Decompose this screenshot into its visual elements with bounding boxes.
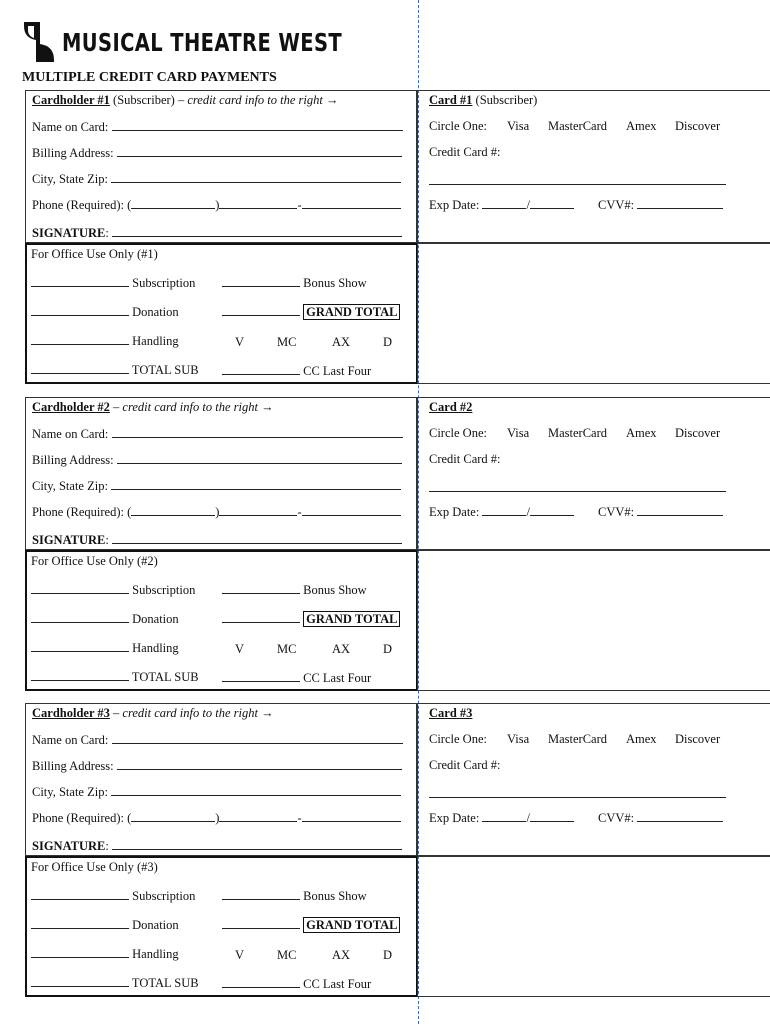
donation-label: Donation: [132, 918, 179, 932]
handling-field[interactable]: [31, 333, 129, 345]
bonus-show-field[interactable]: [222, 582, 300, 594]
city-state-zip-label: City, State Zip:: [32, 785, 108, 799]
office-use-label: For Office Use Only (#2): [31, 554, 158, 568]
grand-total-label: GRAND TOTAL: [303, 304, 400, 320]
credit-card-number-field[interactable]: [429, 173, 726, 185]
phone-label: Phone (Required): (: [32, 198, 132, 212]
card-type-visa[interactable]: Visa: [507, 732, 530, 746]
phone-prefix-field[interactable]: [219, 197, 297, 209]
card-title: Card #2: [429, 400, 473, 414]
subscription-field[interactable]: [31, 582, 129, 594]
bonus-show-field[interactable]: [222, 888, 300, 900]
signature-label: SIGNATURE: [32, 226, 106, 240]
subscription-label: Subscription: [132, 276, 196, 290]
grand-total-field[interactable]: [222, 304, 300, 316]
grand-total-field[interactable]: [222, 611, 300, 623]
cc-code-d[interactable]: D: [383, 948, 393, 962]
city-state-zip-label: City, State Zip:: [32, 479, 108, 493]
circle-one-label: Circle One:: [429, 119, 487, 133]
handling-row: [31, 946, 179, 962]
card-type-amex[interactable]: Amex: [626, 119, 657, 133]
cardholder-box: [25, 90, 417, 243]
credit-card-number-label: Credit Card #:: [429, 758, 501, 772]
exp-month-field[interactable]: [482, 197, 526, 209]
signature-field[interactable]: [112, 532, 402, 544]
card-heading: [429, 93, 537, 108]
cardholder-heading: [32, 706, 274, 721]
billing-address-field[interactable]: [117, 452, 402, 464]
donation-label: Donation: [132, 612, 179, 626]
phone-prefix-field[interactable]: [219, 810, 297, 822]
card-title: Card #1: [429, 93, 473, 107]
total-sub-label: TOTAL SUB: [131, 670, 199, 684]
phone-paren: ): [215, 198, 220, 212]
office-use-box: [25, 856, 418, 997]
exp-date-row: Exp Date: /: [429, 197, 574, 213]
cvv-row: [598, 810, 723, 826]
total-sub-label: TOTAL SUB: [131, 363, 199, 377]
phone-row: [32, 504, 401, 520]
cardholder-section-3: [25, 703, 770, 998]
office-use-box: [25, 550, 418, 691]
card-type-amex[interactable]: Amex: [626, 426, 657, 440]
cardholder-heading: [32, 400, 274, 415]
card-type-visa[interactable]: Visa: [507, 426, 530, 440]
phone-paren: ): [215, 505, 220, 519]
phone-area-field[interactable]: [131, 197, 215, 209]
cardholder-heading: [32, 93, 338, 108]
arrow-right-icon: →: [261, 400, 274, 414]
card-notes-box: [417, 856, 770, 997]
cc-code-v[interactable]: V: [235, 335, 245, 349]
card-type-discover[interactable]: Discover: [675, 119, 721, 133]
phone-line-field[interactable]: [302, 810, 401, 822]
billing-address-row: [32, 145, 402, 161]
card-notes-box: [417, 243, 770, 384]
billing-address-label: Billing Address:: [32, 146, 114, 160]
handling-field[interactable]: [31, 640, 129, 652]
cardholder-box: [25, 397, 417, 550]
exp-date-row: Exp Date: /: [429, 504, 574, 520]
cc-last-four-row: [222, 976, 371, 992]
name-on-card-label: Name on Card:: [32, 120, 109, 134]
exp-date-row: Exp Date: /: [429, 810, 574, 826]
card-box: [417, 397, 770, 550]
cvv-field[interactable]: [637, 810, 723, 822]
grand-total-row: [222, 917, 400, 933]
subscription-field[interactable]: [31, 275, 129, 287]
phone-area-field[interactable]: [131, 504, 215, 516]
total-sub-row: [31, 669, 199, 685]
cvv-field[interactable]: [637, 504, 723, 516]
name-on-card-label: Name on Card:: [32, 427, 109, 441]
phone-dash: -: [297, 198, 302, 212]
exp-date-label: Exp Date:: [429, 811, 480, 825]
subscription-row: [31, 582, 195, 598]
phone-label: Phone (Required): (: [32, 505, 132, 519]
exp-month-field[interactable]: [482, 810, 526, 822]
credit-card-number-row: [429, 786, 726, 802]
cc-last-four-row: [222, 670, 371, 686]
office-use-box: [25, 243, 418, 384]
billing-address-row: [32, 758, 402, 774]
signature-label: SIGNATURE: [32, 533, 106, 547]
cvv-label: CVV#:: [598, 811, 635, 825]
city-state-zip-row: [32, 478, 401, 494]
cc-code-ax[interactable]: AX: [332, 642, 351, 656]
bonus-show-field[interactable]: [222, 275, 300, 287]
office-use-label: For Office Use Only (#1): [31, 247, 158, 261]
cardholder-box: [25, 703, 417, 856]
handling-field[interactable]: [31, 946, 129, 958]
donation-row: [31, 917, 179, 933]
cvv-label: CVV#:: [598, 505, 635, 519]
cardholder-note: (Subscriber) –: [109, 93, 188, 107]
bonus-show-label: Bonus Show: [303, 889, 367, 903]
signature-field[interactable]: [112, 225, 402, 237]
card-notes-box: [417, 550, 770, 691]
grand-total-row: [222, 611, 400, 627]
card-box: [417, 90, 770, 243]
phone-paren: ): [215, 811, 220, 825]
arrow-right-icon: →: [261, 706, 274, 720]
billing-address-field[interactable]: [117, 758, 402, 770]
signature-row: SIGNATURE:: [32, 838, 402, 854]
cvv-field[interactable]: [637, 197, 723, 209]
bonus-show-row: [222, 275, 367, 291]
circle-one-label: Circle One:: [429, 732, 487, 746]
bonus-show-row: [222, 582, 367, 598]
cc-last-four-label: CC Last Four: [303, 977, 372, 991]
cc-last-four-row: [222, 363, 371, 379]
name-on-card-row: [32, 426, 403, 442]
circle-one-label: Circle One:: [429, 426, 487, 440]
city-state-zip-field[interactable]: [111, 171, 401, 183]
arrow-right-icon: →: [325, 93, 339, 107]
cardholder-title: Cardholder #1: [32, 93, 110, 107]
cardholder-italic: credit card info to the right: [122, 706, 258, 720]
name-on-card-field[interactable]: [112, 426, 403, 438]
subscription-label: Subscription: [132, 889, 196, 903]
credit-card-number-row: [429, 173, 726, 189]
total-sub-field[interactable]: [31, 362, 129, 374]
city-state-zip-field[interactable]: [111, 784, 401, 796]
signature-row: SIGNATURE:: [32, 225, 402, 241]
phone-prefix-field[interactable]: [219, 504, 297, 516]
phone-dash: -: [297, 811, 302, 825]
cc-last-four-field[interactable]: [222, 976, 300, 988]
card-heading: [429, 400, 472, 415]
grand-total-field[interactable]: [222, 917, 300, 929]
bonus-show-label: Bonus Show: [303, 583, 367, 597]
cc-last-four-field[interactable]: [222, 670, 300, 682]
phone-row: [32, 810, 401, 826]
donation-field[interactable]: [31, 611, 129, 623]
cardholder-section-2: [25, 397, 770, 692]
card-heading: [429, 706, 472, 721]
name-on-card-field[interactable]: [112, 732, 403, 744]
office-use-label: For Office Use Only (#3): [31, 860, 158, 874]
cardholder-section-1: [25, 90, 770, 385]
card-type-amex[interactable]: Amex: [626, 732, 657, 746]
card-type-discover[interactable]: Discover: [675, 732, 721, 746]
card-type-discover[interactable]: Discover: [675, 426, 721, 440]
cc-code-v[interactable]: V: [235, 948, 245, 962]
cc-code-mc[interactable]: MC: [277, 335, 297, 349]
exp-date-label: Exp Date:: [429, 505, 480, 519]
donation-field[interactable]: [31, 917, 129, 929]
phone-line-field[interactable]: [302, 504, 401, 516]
billing-address-label: Billing Address:: [32, 453, 114, 467]
name-on-card-row: [32, 119, 403, 135]
exp-year-field[interactable]: [530, 810, 574, 822]
subscription-field[interactable]: [31, 888, 129, 900]
total-sub-field[interactable]: [31, 669, 129, 681]
signature-field[interactable]: [112, 838, 402, 850]
credit-card-number-field[interactable]: [429, 480, 726, 492]
donation-row: [31, 611, 179, 627]
handling-label: Handling: [132, 334, 179, 348]
signature-label: SIGNATURE: [32, 839, 106, 853]
donation-field[interactable]: [31, 304, 129, 316]
grand-total-label: GRAND TOTAL: [303, 611, 400, 627]
cc-code-mc[interactable]: MC: [277, 642, 297, 656]
exp-date-label: Exp Date:: [429, 198, 480, 212]
bonus-show-label: Bonus Show: [303, 276, 367, 290]
phone-row: [32, 197, 401, 213]
cardholder-italic: credit card info to the right: [187, 93, 323, 107]
exp-year-field[interactable]: [530, 197, 574, 209]
cardholder-note: –: [109, 706, 123, 720]
cardholder-note: –: [109, 400, 123, 414]
name-on-card-field[interactable]: [112, 119, 403, 131]
cvv-label: CVV#:: [598, 198, 635, 212]
cc-code-ax[interactable]: AX: [332, 335, 351, 349]
handling-label: Handling: [132, 947, 179, 961]
card-type-mastercard[interactable]: MasterCard: [548, 119, 608, 133]
total-sub-row: [31, 362, 199, 378]
cc-last-four-label: CC Last Four: [303, 671, 372, 685]
phone-label: Phone (Required): (: [32, 811, 132, 825]
billing-address-field[interactable]: [117, 145, 402, 157]
card-box: [417, 703, 770, 856]
subscription-row: [31, 888, 195, 904]
bonus-show-row: [222, 888, 367, 904]
exp-year-field[interactable]: [530, 504, 574, 516]
grand-total-row: [222, 304, 400, 320]
cardholder-italic: credit card info to the right: [122, 400, 258, 414]
cvv-row: [598, 504, 723, 520]
billing-address-row: [32, 452, 402, 468]
card-note: (Subscriber): [472, 93, 538, 107]
card-type-mastercard[interactable]: MasterCard: [548, 426, 608, 440]
handling-row: [31, 640, 179, 656]
exp-month-field[interactable]: [482, 504, 526, 516]
credit-card-number-label: Credit Card #:: [429, 452, 501, 466]
phone-dash: -: [297, 505, 302, 519]
cardholder-title: Cardholder #3: [32, 706, 110, 720]
card-title: Card #3: [429, 706, 473, 720]
cc-code-mc[interactable]: MC: [277, 948, 297, 962]
cc-last-four-field[interactable]: [222, 363, 300, 375]
cc-code-d[interactable]: D: [383, 335, 393, 349]
name-on-card-row: [32, 732, 403, 748]
cvv-row: [598, 197, 723, 213]
phone-area-field[interactable]: [131, 810, 215, 822]
cc-code-d[interactable]: D: [383, 642, 393, 656]
city-state-zip-field[interactable]: [111, 478, 401, 490]
total-sub-label: TOTAL SUB: [131, 976, 199, 990]
handling-row: [31, 333, 179, 349]
phone-line-field[interactable]: [302, 197, 401, 209]
donation-label: Donation: [132, 305, 179, 319]
page-title: MULTIPLE CREDIT CARD PAYMENTS: [22, 70, 277, 85]
name-on-card-label: Name on Card:: [32, 733, 109, 747]
logo-text: MUSICAL THEATRE WEST: [62, 27, 343, 57]
city-state-zip-label: City, State Zip:: [32, 172, 108, 186]
cardholder-title: Cardholder #2: [32, 400, 110, 414]
signature-row: SIGNATURE:: [32, 532, 402, 548]
credit-card-number-field[interactable]: [429, 786, 726, 798]
logo: [22, 20, 421, 64]
billing-address-label: Billing Address:: [32, 759, 114, 773]
donation-row: [31, 304, 179, 320]
credit-card-number-label: Credit Card #:: [429, 145, 501, 159]
card-type-mastercard[interactable]: MasterCard: [548, 732, 608, 746]
grand-total-label: GRAND TOTAL: [303, 917, 400, 933]
city-state-zip-row: [32, 171, 401, 187]
city-state-zip-row: [32, 784, 401, 800]
cc-last-four-label: CC Last Four: [303, 364, 372, 378]
logo-mark-icon: [22, 20, 56, 64]
total-sub-field[interactable]: [31, 975, 129, 987]
cc-code-v[interactable]: V: [235, 642, 245, 656]
credit-card-number-row: [429, 480, 726, 496]
total-sub-row: [31, 975, 199, 991]
card-type-visa[interactable]: Visa: [507, 119, 530, 133]
subscription-label: Subscription: [132, 583, 196, 597]
handling-label: Handling: [132, 641, 179, 655]
cc-code-ax[interactable]: AX: [332, 948, 351, 962]
subscription-row: [31, 275, 195, 291]
